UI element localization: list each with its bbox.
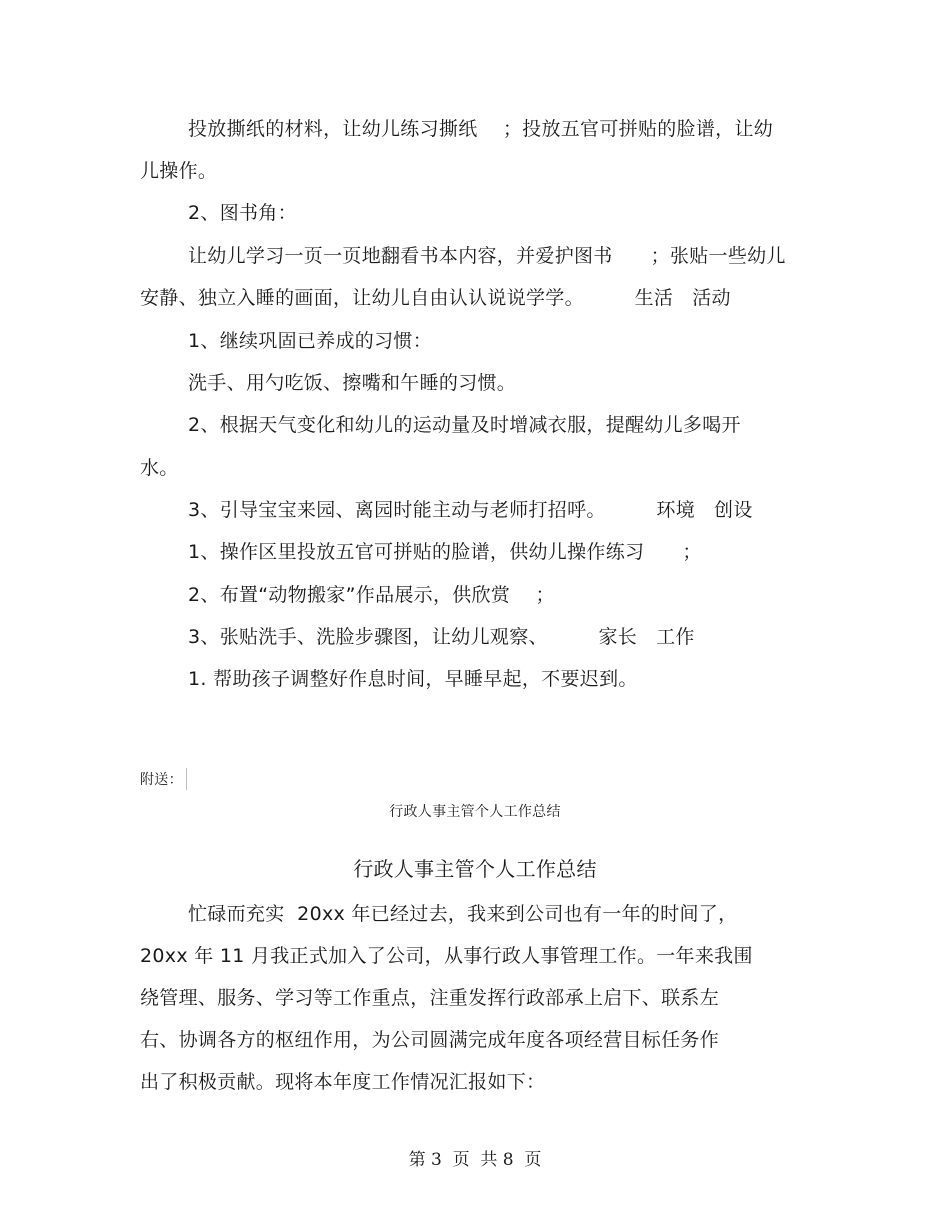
text-line: 出了积极贡献。现将本年度工作情况汇报如下： (140, 1071, 546, 1093)
text-line: 右、协调各方的枢纽作用，为公司圆满完成年度各项经营目标任务作 (140, 1029, 720, 1051)
attachment-small-title: 行政人事主管个人工作总结 (389, 804, 561, 820)
text-line: 忙碌而充实 20xx 年已经过去，我来到公司也有一年的时间了， (188, 903, 738, 925)
text-line: 安静、独立入睡的画面，让幼儿自由认认说说学学。 生活 活动 (140, 287, 731, 309)
text-line: 2、根据天气变化和幼儿的运动量及时增减衣服，提醒幼儿多喝开 (188, 414, 741, 436)
text-line: 洗手、用勺吃饭、擦嘴和午睡的习惯。 (188, 372, 517, 394)
text-line: 2、图书角： (188, 202, 297, 224)
text-line: 3、张贴洗手、洗脸步骤图，让幼儿观察、 家长 工作 (188, 626, 695, 648)
attachment-label: 附送： (140, 772, 183, 788)
text-line: 绕管理、服务、学习等工作重点，注重发挥行政部承上启下、联系左 (140, 987, 720, 1009)
text-line: 1. 帮助孩子调整好作息时间，早睡早起，不要迟到。 (188, 668, 638, 690)
attachment-main-title: 行政人事主管个人工作总结 (353, 857, 597, 881)
text-line: 水。 (140, 457, 179, 479)
text-line: 2、布置“动物搬家”作品展示，供欣赏 ； (188, 584, 555, 606)
text-line: 让幼儿学习一页一页地翻看书本内容，并爱护图书 ；张贴一些幼儿 (188, 245, 786, 267)
text-line: 1、继续巩固已养成的习惯： (188, 330, 432, 352)
page-footer: 第 3 页 共 8 页 (408, 1150, 542, 1170)
text-line: 投放撕纸的材料，让幼儿练习撕纸 ；投放五官可拼贴的脸谱，让幼 (188, 118, 774, 140)
attachment-divider (186, 768, 187, 790)
text-line: 1、操作区里投放五官可拼贴的脸谱，供幼儿操作练习 ； (188, 541, 702, 563)
text-line: 儿操作。 (140, 160, 218, 182)
text-line: 20xx 年 11 月我正式加入了公司，从事行政人事管理工作。一年来我围 (140, 945, 753, 967)
text-line: 3、引导宝宝来园、离园时能主动与老师打招呼。 环境 创设 (188, 499, 753, 521)
